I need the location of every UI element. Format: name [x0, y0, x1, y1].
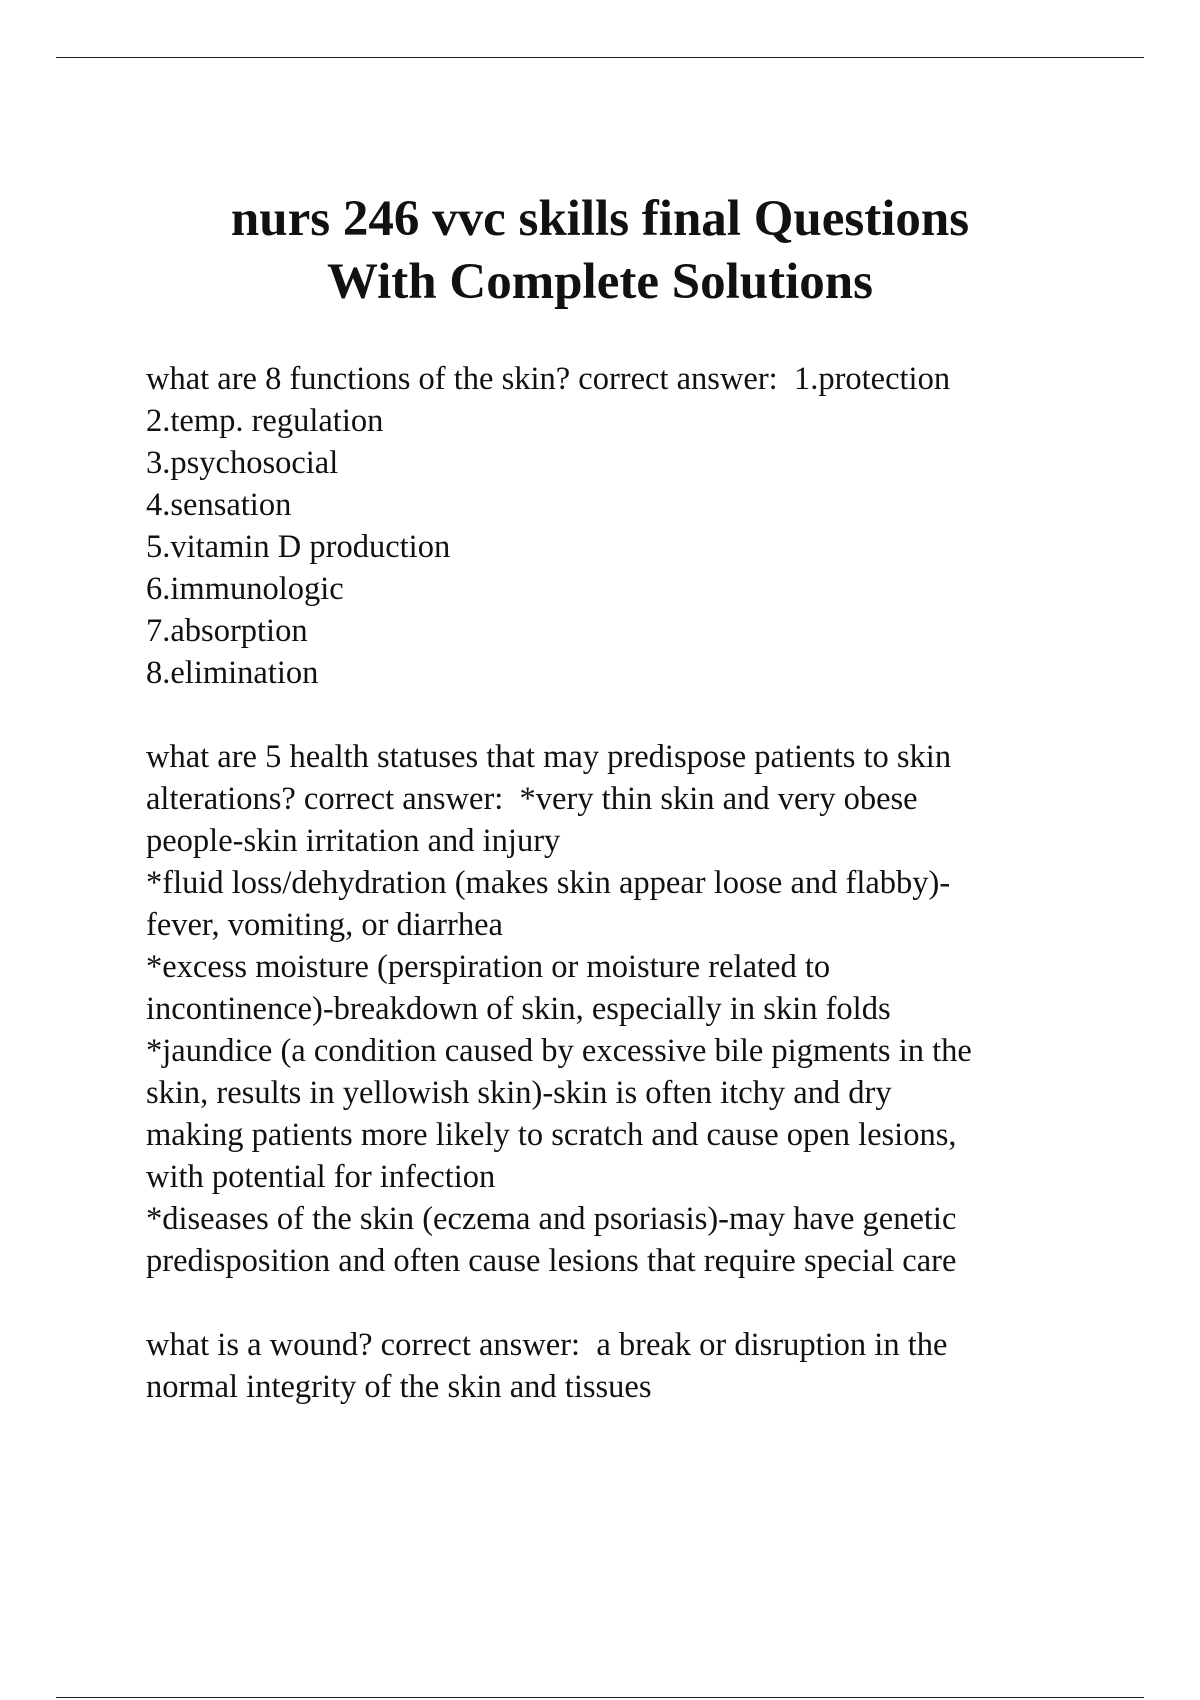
title-line: nurs 246 vvc skills final Questions [230, 191, 970, 247]
text-line: 4.sensation [146, 487, 292, 523]
text-line: predisposition and often cause lesions that require special care [146, 1243, 957, 1279]
document-body [146, 358, 1156, 1408]
document-title [100, 188, 1100, 314]
text-line: 5.vitamin D production [146, 529, 451, 565]
paragraph-gap [146, 1282, 1156, 1324]
text-line: with potential for infection [146, 1159, 496, 1195]
text-line: what is a wound? correct answer: a break or disruption in the [146, 1327, 948, 1363]
text-line: 7.absorption [146, 613, 308, 649]
text-line: skin, results in yellowish skin)-skin is often itchy and dry [146, 1075, 892, 1111]
text-line: incontinence)-breakdown of skin, especially in skin folds [146, 991, 891, 1027]
text-line: what are 8 functions of the skin? correct answer: 1.protection [146, 361, 951, 397]
text-line: what are 5 health statuses that may predispose patients to skin [146, 739, 952, 775]
text-line: alterations? correct answer: *very thin skin and very obese [146, 781, 918, 817]
paragraph-gap [146, 694, 1156, 736]
text-line: people-skin irritation and injury [146, 823, 561, 859]
text-line: making patients more likely to scratch and cause open lesions, [146, 1117, 957, 1153]
text-line: 2.temp. regulation [146, 403, 384, 439]
text-line: 3.psychosocial [146, 445, 339, 481]
text-line: normal integrity of the skin and tissues [146, 1369, 652, 1405]
text-line: *excess moisture (perspiration or moisture related to [146, 949, 831, 985]
text-line: 6.immunologic [146, 571, 344, 607]
footer-rule [56, 1697, 1144, 1698]
text-line: fever, vomiting, or diarrhea [146, 907, 503, 943]
title-line: With Complete Solutions [327, 254, 873, 310]
text-line: *diseases of the skin (eczema and psoriasis)-may have genetic [146, 1201, 957, 1237]
qa-block-skin-functions [146, 358, 1156, 694]
qa-block-wound [146, 1324, 1156, 1408]
header-rule [56, 57, 1144, 58]
qa-block-health-statuses [146, 736, 1156, 1282]
text-line: 8.elimination [146, 655, 319, 691]
text-line: *jaundice (a condition caused by excessive bile pigments in the [146, 1033, 972, 1069]
text-line: *fluid loss/dehydration (makes skin appear loose and flabby)- [146, 865, 951, 901]
